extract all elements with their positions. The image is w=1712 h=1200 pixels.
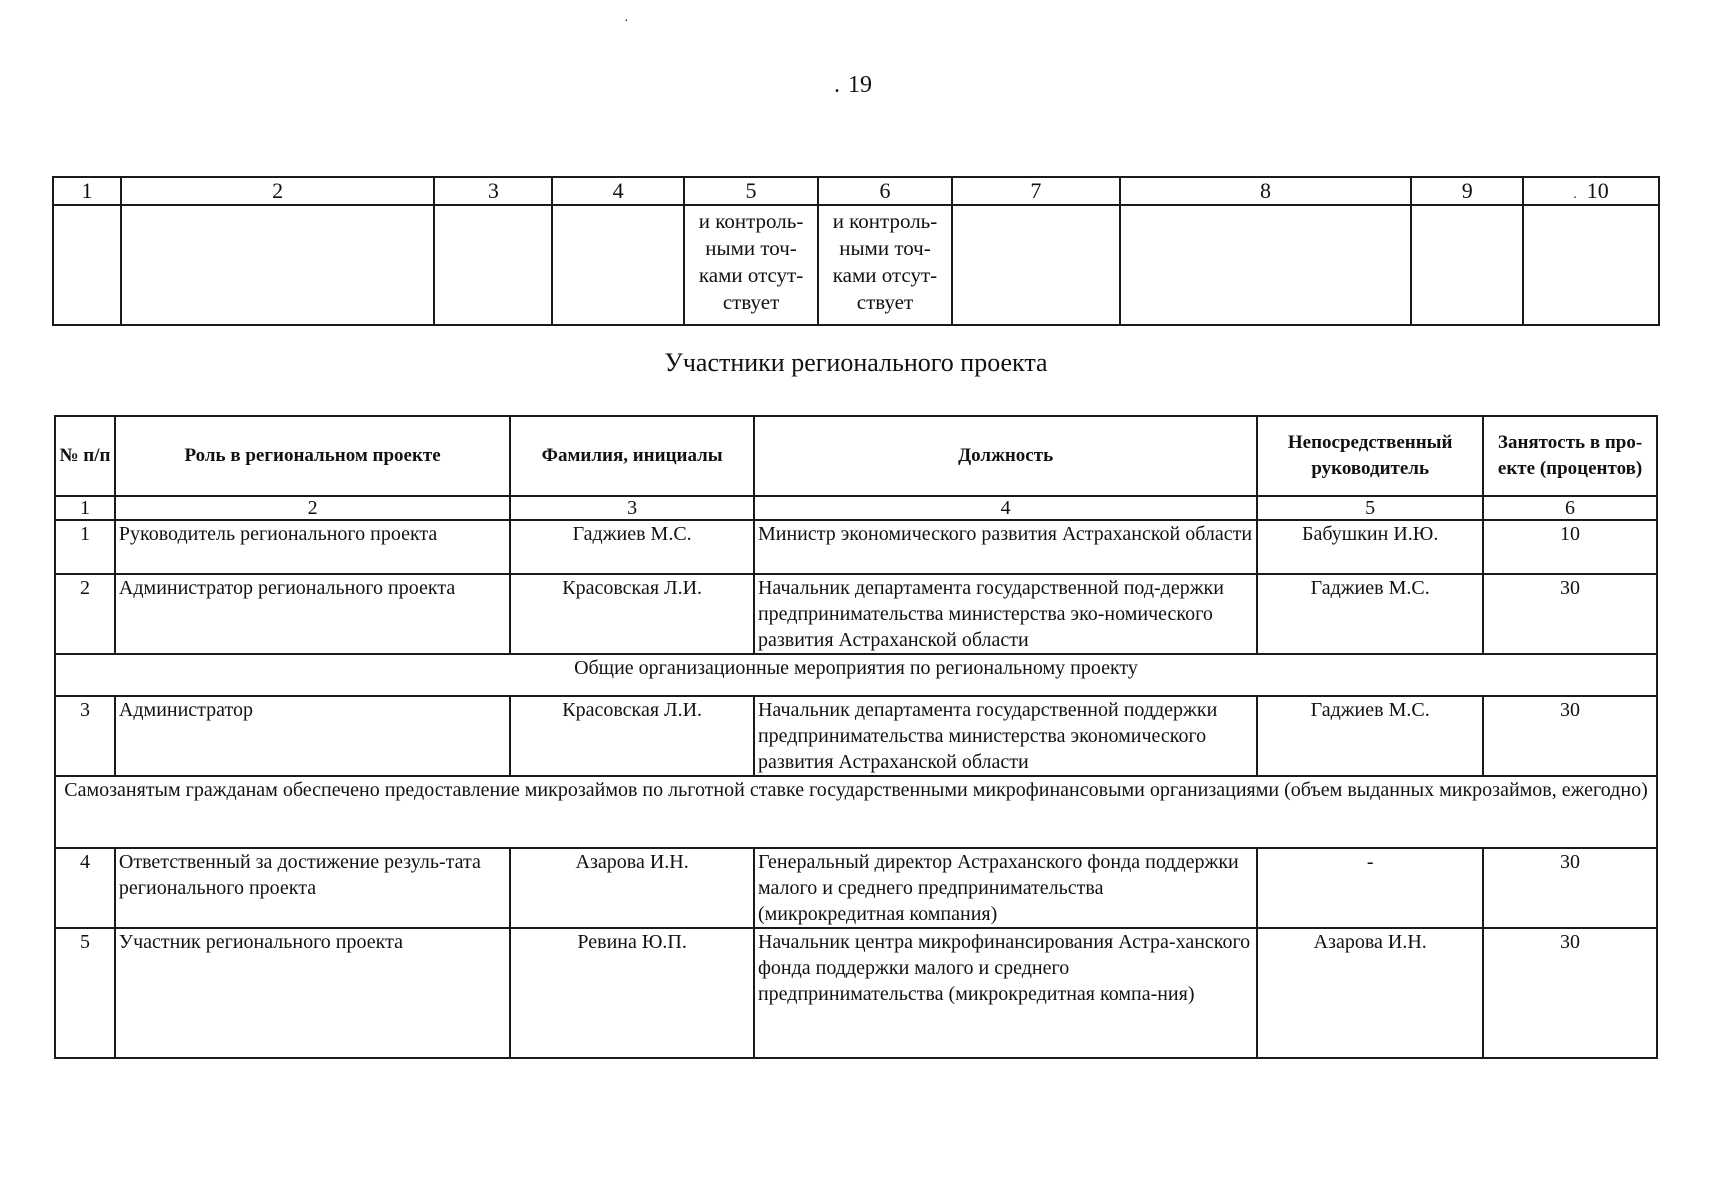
col-number-8: 8 bbox=[1120, 177, 1412, 205]
continuation-header-row bbox=[53, 177, 1659, 205]
col-number-6: 6 bbox=[818, 177, 952, 205]
participants-table bbox=[54, 415, 1658, 1059]
continuation-row bbox=[53, 205, 1659, 325]
col-number-7: 7 bbox=[952, 177, 1120, 205]
table-row bbox=[55, 928, 1657, 1058]
column-number: 5 bbox=[1257, 496, 1483, 520]
col-number-2: 2 bbox=[121, 177, 435, 205]
cont-cell-3 bbox=[434, 205, 552, 325]
row-manager: Бабушкин И.Ю. bbox=[1257, 520, 1483, 574]
cont-cell-10 bbox=[1523, 205, 1659, 325]
row-role: Участник регионального проекта bbox=[115, 928, 510, 1058]
row-employment: 10 bbox=[1483, 520, 1657, 574]
cont-cell-5-line: и контроль- bbox=[698, 209, 804, 233]
col-number-9: 9 bbox=[1411, 177, 1523, 205]
header-manager: Непосредственный руководитель bbox=[1257, 416, 1483, 496]
table-row bbox=[55, 848, 1657, 928]
col-10-value: 10 bbox=[1586, 178, 1609, 203]
col-10-prefix: . bbox=[1573, 187, 1577, 202]
row-position: Начальник департамента государственной поддержки предпринимательства министерства экономического развития Астраханской области bbox=[754, 696, 1257, 776]
cont-cell-9 bbox=[1411, 205, 1523, 325]
row-position: Начальник центра микрофинансирования Астра-ханского фонда поддержки малого и среднего предпринимательства (микрокредитная компа-ния) bbox=[754, 928, 1257, 1058]
cont-cell-5 bbox=[684, 205, 818, 325]
table-row bbox=[55, 520, 1657, 574]
row-manager: Гаджиев М.С. bbox=[1257, 696, 1483, 776]
column-number: 2 bbox=[115, 496, 510, 520]
column-number: 3 bbox=[510, 496, 754, 520]
col-number-5: 5 bbox=[684, 177, 818, 205]
row-position: Генеральный директор Астраханского фонда поддержки малого и среднего предпринимательства (микрокредитная компания) bbox=[754, 848, 1257, 928]
header-employment: Занятость в про-екте (процентов) bbox=[1483, 416, 1657, 496]
column-number: 6 bbox=[1483, 496, 1657, 520]
cont-cell-4 bbox=[552, 205, 684, 325]
stray-mark: · bbox=[624, 14, 629, 29]
row-manager: Азарова И.Н. bbox=[1257, 928, 1483, 1058]
row-num: 4 bbox=[55, 848, 115, 928]
row-name: Азарова И.Н. bbox=[510, 848, 754, 928]
cont-cell-8 bbox=[1120, 205, 1412, 325]
page-number-value: 19 bbox=[848, 72, 872, 98]
header-num: № п/п bbox=[55, 416, 115, 496]
cont-cell-1 bbox=[53, 205, 121, 325]
col-number-4: 4 bbox=[552, 177, 684, 205]
row-role: Администратор bbox=[115, 696, 510, 776]
row-position: Министр экономического развития Астраханской области bbox=[754, 520, 1257, 574]
cont-cell-2 bbox=[121, 205, 435, 325]
group-row bbox=[55, 776, 1657, 848]
column-number: 1 bbox=[55, 496, 115, 520]
header-position: Должность bbox=[754, 416, 1257, 496]
row-role: Администратор регионального проекта bbox=[115, 574, 510, 654]
row-employment: 30 bbox=[1483, 696, 1657, 776]
row-role: Ответственный за достижение резуль-тата регионального проекта bbox=[115, 848, 510, 928]
row-role: Руководитель регионального проекта bbox=[115, 520, 510, 574]
row-num: 3 bbox=[55, 696, 115, 776]
page-number bbox=[0, 72, 1712, 99]
row-employment: 30 bbox=[1483, 848, 1657, 928]
table-row bbox=[55, 696, 1657, 776]
cont-cell-5-line: ками отсут- bbox=[698, 263, 804, 287]
col-number-3: 3 bbox=[434, 177, 552, 205]
header-role: Роль в региональном проекте bbox=[115, 416, 510, 496]
row-position: Начальник департамента государственной под-держки предпринимательства министерства эко-номического развития Астраханской области bbox=[754, 574, 1257, 654]
cont-cell-6-line: ствует bbox=[856, 290, 914, 314]
col-number-10 bbox=[1523, 177, 1659, 205]
cont-cell-6-line: ными точ- bbox=[839, 236, 931, 260]
row-manager: - bbox=[1257, 848, 1483, 928]
row-name: Гаджиев М.С. bbox=[510, 520, 754, 574]
row-employment: 30 bbox=[1483, 574, 1657, 654]
cont-cell-6-line: ками отсут- bbox=[832, 263, 938, 287]
row-employment: 30 bbox=[1483, 928, 1657, 1058]
header-name: Фамилия, инициалы bbox=[510, 416, 754, 496]
continuation-table bbox=[52, 176, 1660, 326]
group-title: Общие организационные мероприятия по региональному проекту bbox=[55, 654, 1657, 696]
row-num: 5 bbox=[55, 928, 115, 1058]
cont-cell-6-line: и контроль- bbox=[832, 209, 938, 233]
column-number: 4 bbox=[754, 496, 1257, 520]
group-title: Самозанятым гражданам обеспечено предоставление микрозаймов по льготной ставке государственными микрофинансовыми организациями (объем выданных микрозаймов, ежегодно) bbox=[55, 776, 1657, 848]
table-row bbox=[55, 574, 1657, 654]
page-number-dot: . bbox=[834, 72, 840, 98]
row-num: 1 bbox=[55, 520, 115, 574]
cont-cell-5-line: ствует bbox=[722, 290, 780, 314]
section-title: Участники регионального проекта bbox=[664, 348, 1048, 377]
row-name: Красовская Л.И. bbox=[510, 696, 754, 776]
row-manager: Гаджиев М.С. bbox=[1257, 574, 1483, 654]
row-num: 2 bbox=[55, 574, 115, 654]
group-row bbox=[55, 654, 1657, 696]
participants-header-row bbox=[55, 416, 1657, 496]
cont-cell-7 bbox=[952, 205, 1120, 325]
row-name: Ревина Ю.П. bbox=[510, 928, 754, 1058]
row-name: Красовская Л.И. bbox=[510, 574, 754, 654]
column-numbers-row bbox=[55, 496, 1657, 520]
cont-cell-5-line: ными точ- bbox=[705, 236, 797, 260]
col-number-1: 1 bbox=[53, 177, 121, 205]
cont-cell-6 bbox=[818, 205, 952, 325]
